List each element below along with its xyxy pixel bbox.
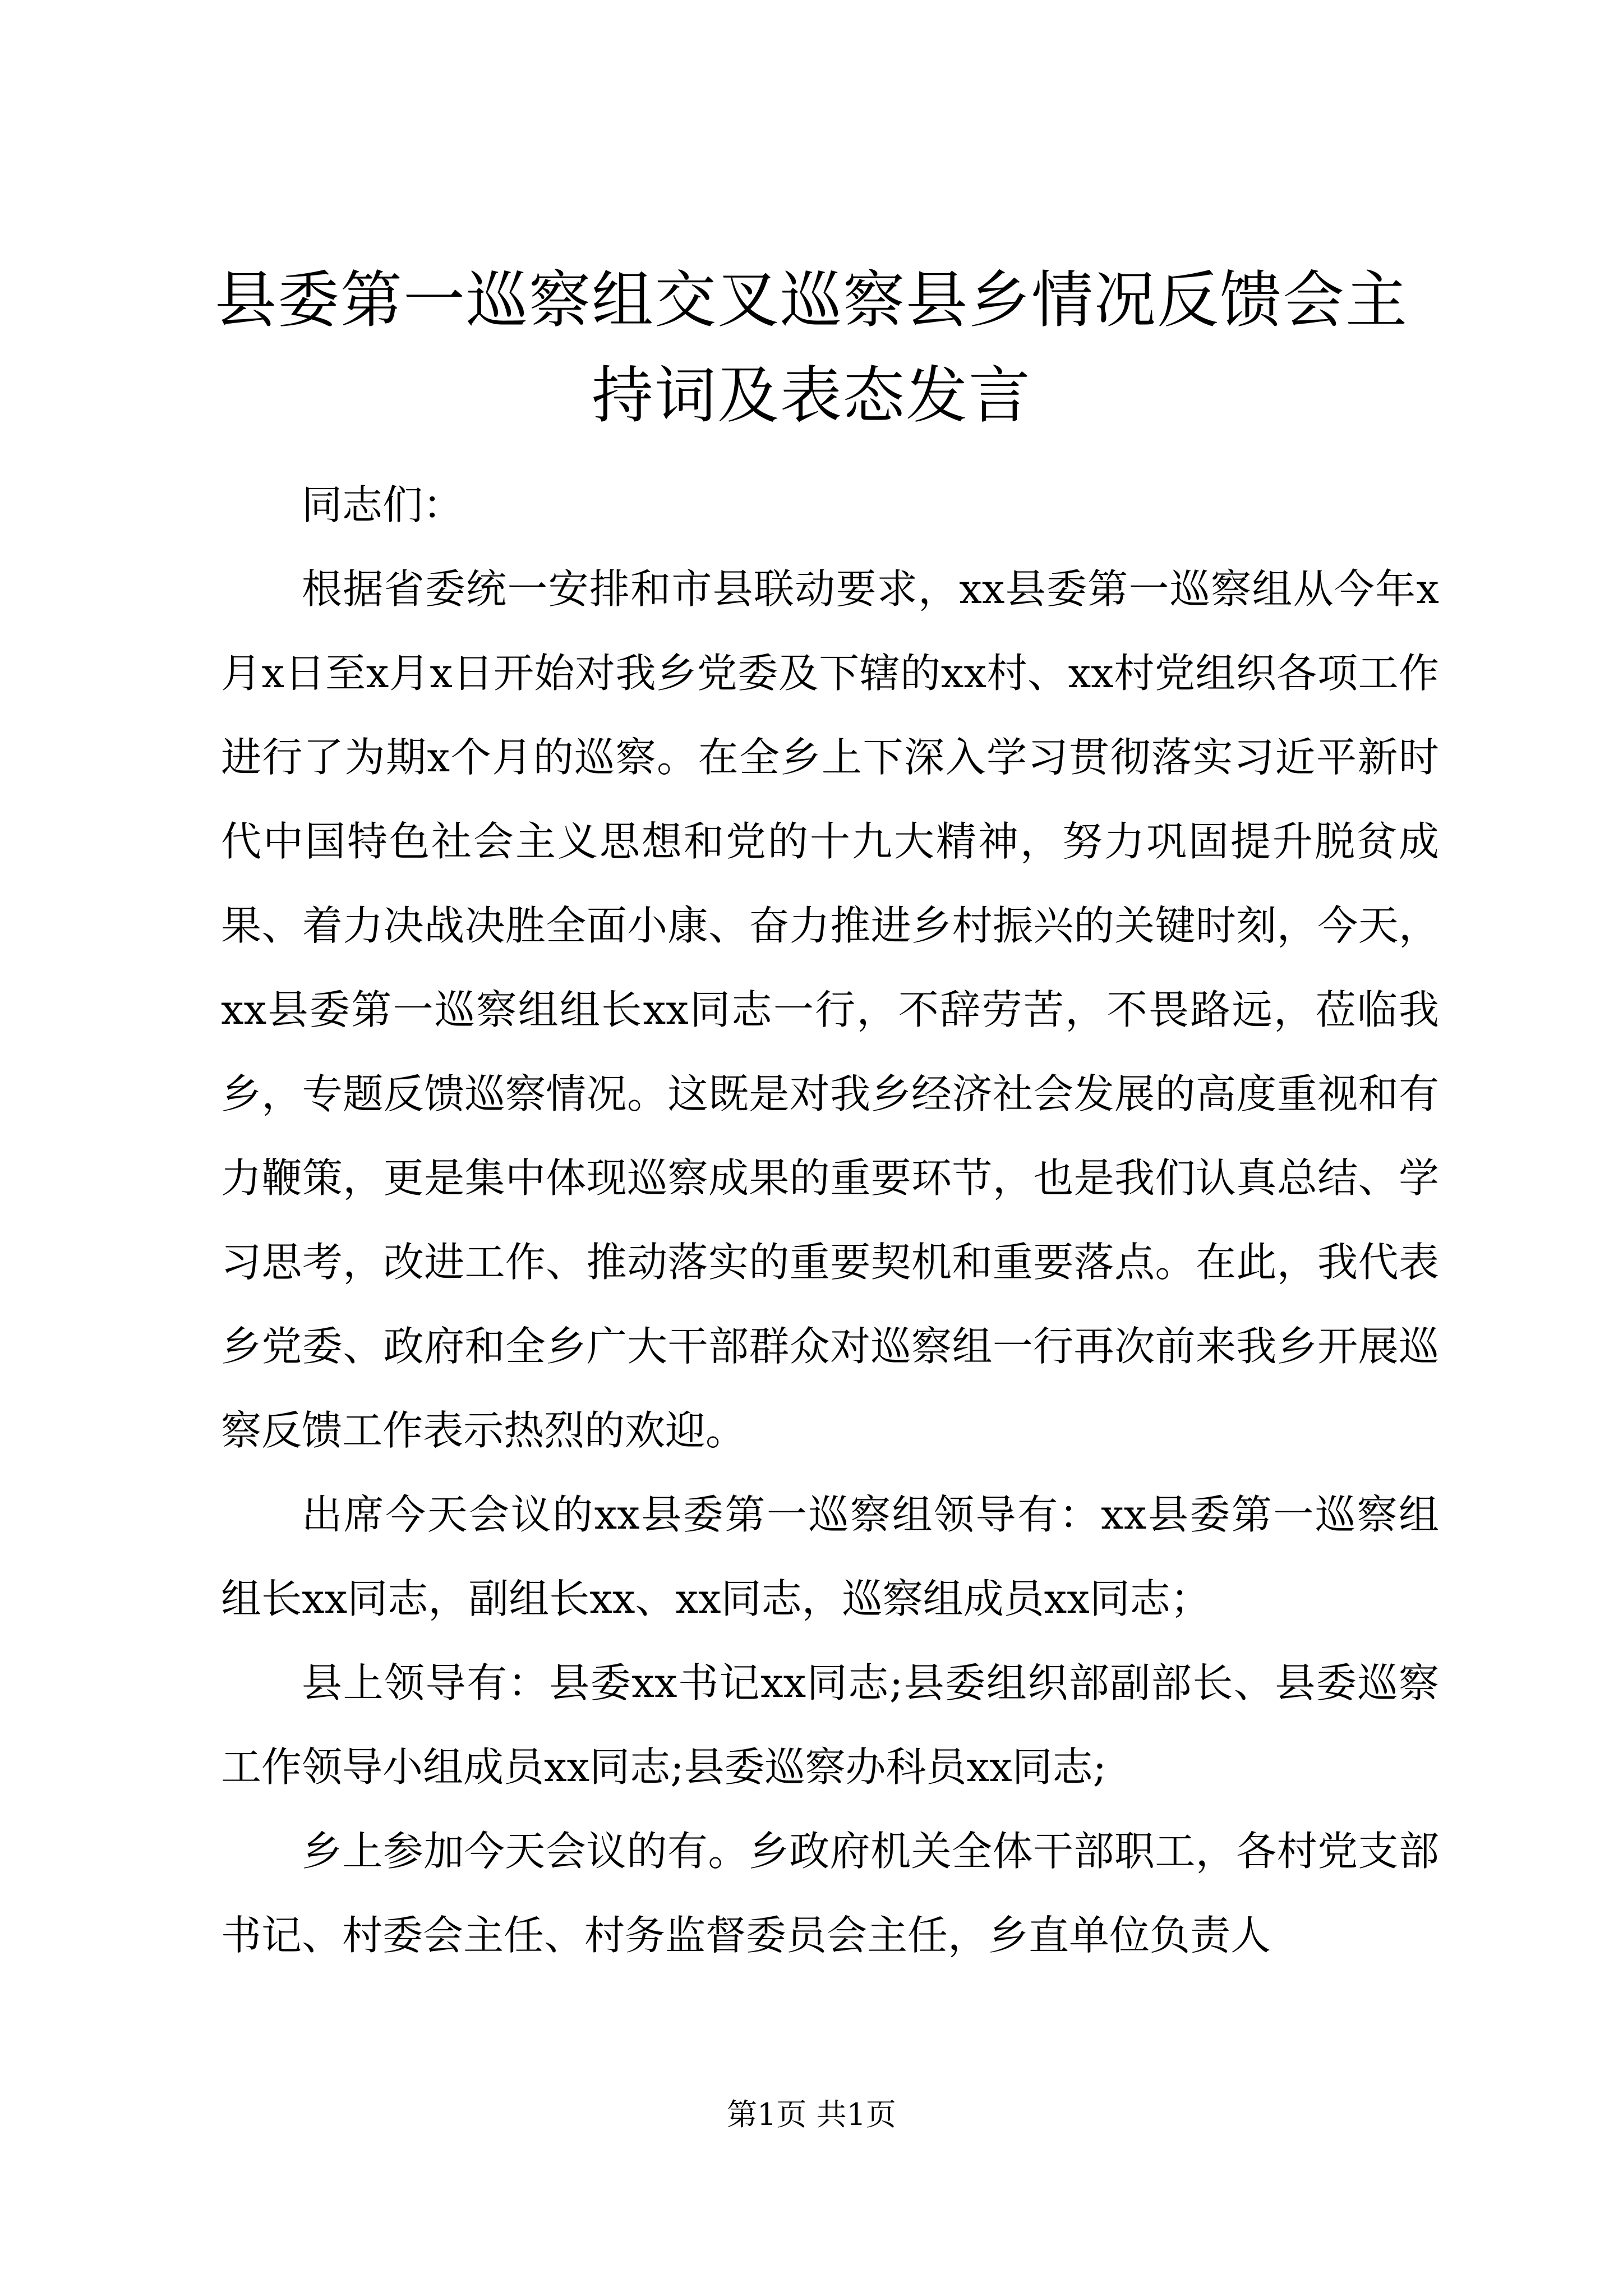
salutation-paragraph: 同志们： — [302, 481, 464, 528]
document-body — [221, 463, 1439, 1977]
body-paragraph: 出席今天会议的xx县委第一巡察组领导有：xx县委第一巡察组组长xx同志，副组长xx、xx同志，巡察组成员xx同志； — [221, 1491, 1439, 1622]
body-paragraph: 乡上参加今天会议的有。乡政府机关全体干部职工，各村党支部书记、村委会主任、村务监督委员会主任，乡直单位负责人 — [221, 1828, 1439, 1959]
body-paragraph: 根据省委统一安排和市县联动要求，xx县委第一巡察组从今年x月x日至x月x日开始对我乡党委及下辖的xx村、xx村党组织各项工作进行了为期x个月的巡察。在全乡上下深入学习贯彻落实习近平新时代中国特色社会主义思想和党的十九大精神，努力巩固提升脱贫成果、着力决战决胜全面小康、奋力推进乡村振兴的关键时刻，今天，xx县委第一巡察组组长xx同志一行，不辞劳苦，不畏路远，莅临我乡，专题反馈巡察情况。这既是对我乡经济社会发展的高度重视和有力鞭策，更是集中体现巡察成果的重要环节，也是我们认真总结、学习思考，改进工作、推动落实的重要契机和重要落点。在此，我代表乡党委、政府和全乡广大干部群众对巡察组一行再次前来我乡开展巡察反馈工作表示热烈的欢迎。 — [221, 565, 1439, 1454]
page-footer: 第1页 共1页 — [727, 2097, 896, 2132]
document-title: 县委第一巡察组交叉巡察县乡情况反馈会主持词及表态发言 — [215, 264, 1408, 431]
body-paragraph: 县上领导有：县委xx书记xx同志;县委组织部副部长、县委巡察工作领导小组成员xx同志;县委巡察办科员xx同志; — [221, 1659, 1439, 1791]
